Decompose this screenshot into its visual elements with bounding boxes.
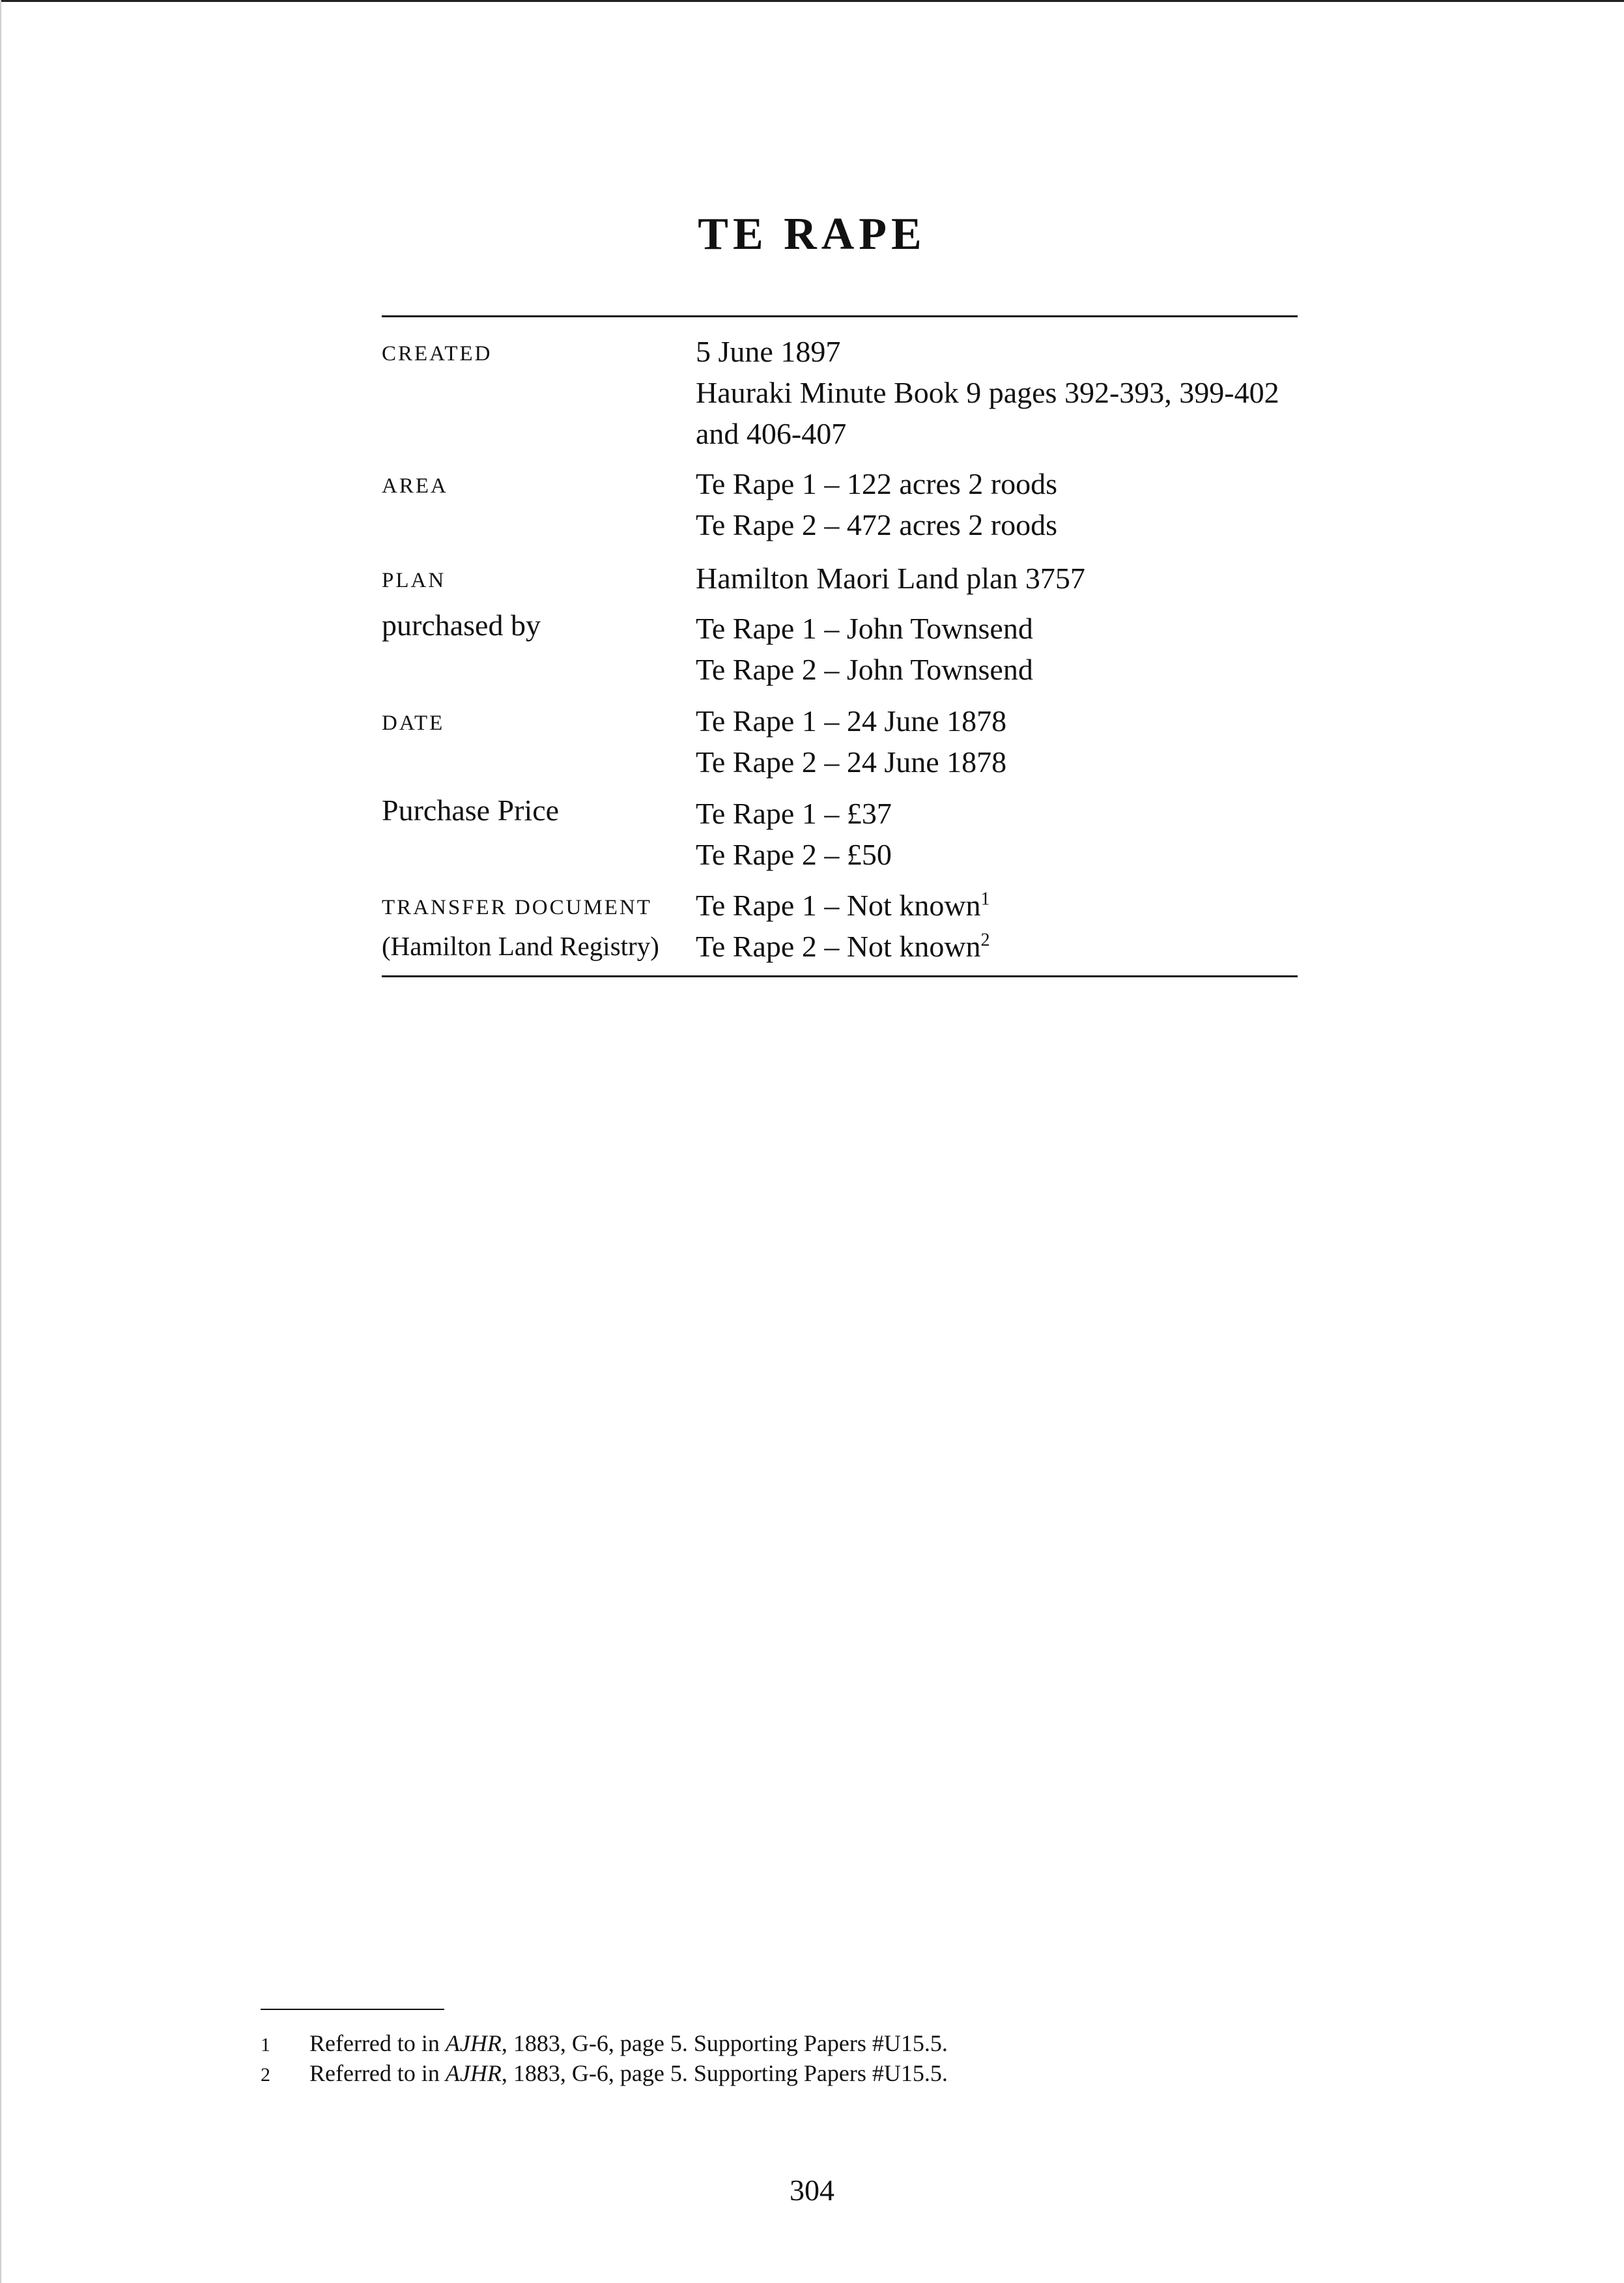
footnote-text: Referred to in xyxy=(309,2030,446,2056)
footnote-number: 2 xyxy=(261,2064,270,2086)
footnote-rule xyxy=(261,2009,444,2010)
record-value-text: Te Rape 1 – Not known xyxy=(696,889,981,922)
footnote-citation: AJHR xyxy=(445,2030,502,2056)
record-value: 5 June 1897 xyxy=(696,335,841,368)
record-label-date: DATE xyxy=(382,711,445,735)
record-label-created: CREATED xyxy=(382,342,492,366)
record-value: Te Rape 1 – John Townsend xyxy=(696,612,1033,645)
record-label-purchased-by: purchased by xyxy=(382,609,541,642)
footnote-text: , 1883, G-6, page 5. Supporting Papers #U15.5. xyxy=(501,2060,948,2086)
record-value: Hauraki Minute Book 9 pages 392-393, 399-402 xyxy=(696,376,1279,409)
record-values-date xyxy=(696,700,1302,783)
page-title: TE RAPE xyxy=(698,209,926,259)
record-label-area: AREA xyxy=(382,474,448,498)
record-label-purchase-price: Purchase Price xyxy=(382,794,560,827)
footnote-number: 1 xyxy=(261,2034,270,2056)
scan-edge-left xyxy=(0,0,1,2283)
footnote-ref[interactable]: 1 xyxy=(980,889,990,910)
record-value-text: Te Rape 2 – Not known xyxy=(696,930,981,963)
record-values-area xyxy=(696,463,1302,545)
record-sublabel-transfer-document: (Hamilton Land Registry) xyxy=(382,931,659,961)
table-bottom-rule xyxy=(382,975,1298,977)
record-value xyxy=(696,926,1302,967)
record-value: Te Rape 2 – 472 acres 2 roods xyxy=(696,508,1058,541)
record-values-created xyxy=(696,331,1302,454)
record-values-transfer-document xyxy=(696,885,1302,967)
record-value xyxy=(696,885,1302,926)
record-value: Te Rape 1 – £37 xyxy=(696,797,892,830)
footnote-text: Referred to in xyxy=(309,2060,446,2086)
footnote xyxy=(261,2060,948,2088)
record-value: Te Rape 2 – John Townsend xyxy=(696,653,1033,686)
scan-edge-top xyxy=(0,0,1624,2)
record-value: and 406-407 xyxy=(696,417,847,450)
page-number: 304 xyxy=(790,2174,834,2207)
footnote-ref[interactable]: 2 xyxy=(980,930,990,951)
table-top-rule xyxy=(382,315,1298,317)
record-label-transfer-document: TRANSFER DOCUMENT xyxy=(382,896,652,919)
record-values-purchased-by xyxy=(696,608,1302,690)
footnote-citation: AJHR xyxy=(445,2060,502,2086)
record-label-plan: PLAN xyxy=(382,569,446,592)
record-value: Hamilton Maori Land plan 3757 xyxy=(696,562,1085,595)
footnote xyxy=(261,2030,948,2058)
record-values-plan xyxy=(696,558,1302,599)
record-value: Te Rape 1 – 24 June 1878 xyxy=(696,704,1007,738)
record-value: Te Rape 1 – 122 acres 2 roods xyxy=(696,467,1058,500)
record-value: Te Rape 2 – £50 xyxy=(696,838,892,871)
record-values-purchase-price xyxy=(696,793,1302,875)
footnote-text: , 1883, G-6, page 5. Supporting Papers #U15.5. xyxy=(501,2030,948,2056)
record-value: Te Rape 2 – 24 June 1878 xyxy=(696,745,1007,779)
